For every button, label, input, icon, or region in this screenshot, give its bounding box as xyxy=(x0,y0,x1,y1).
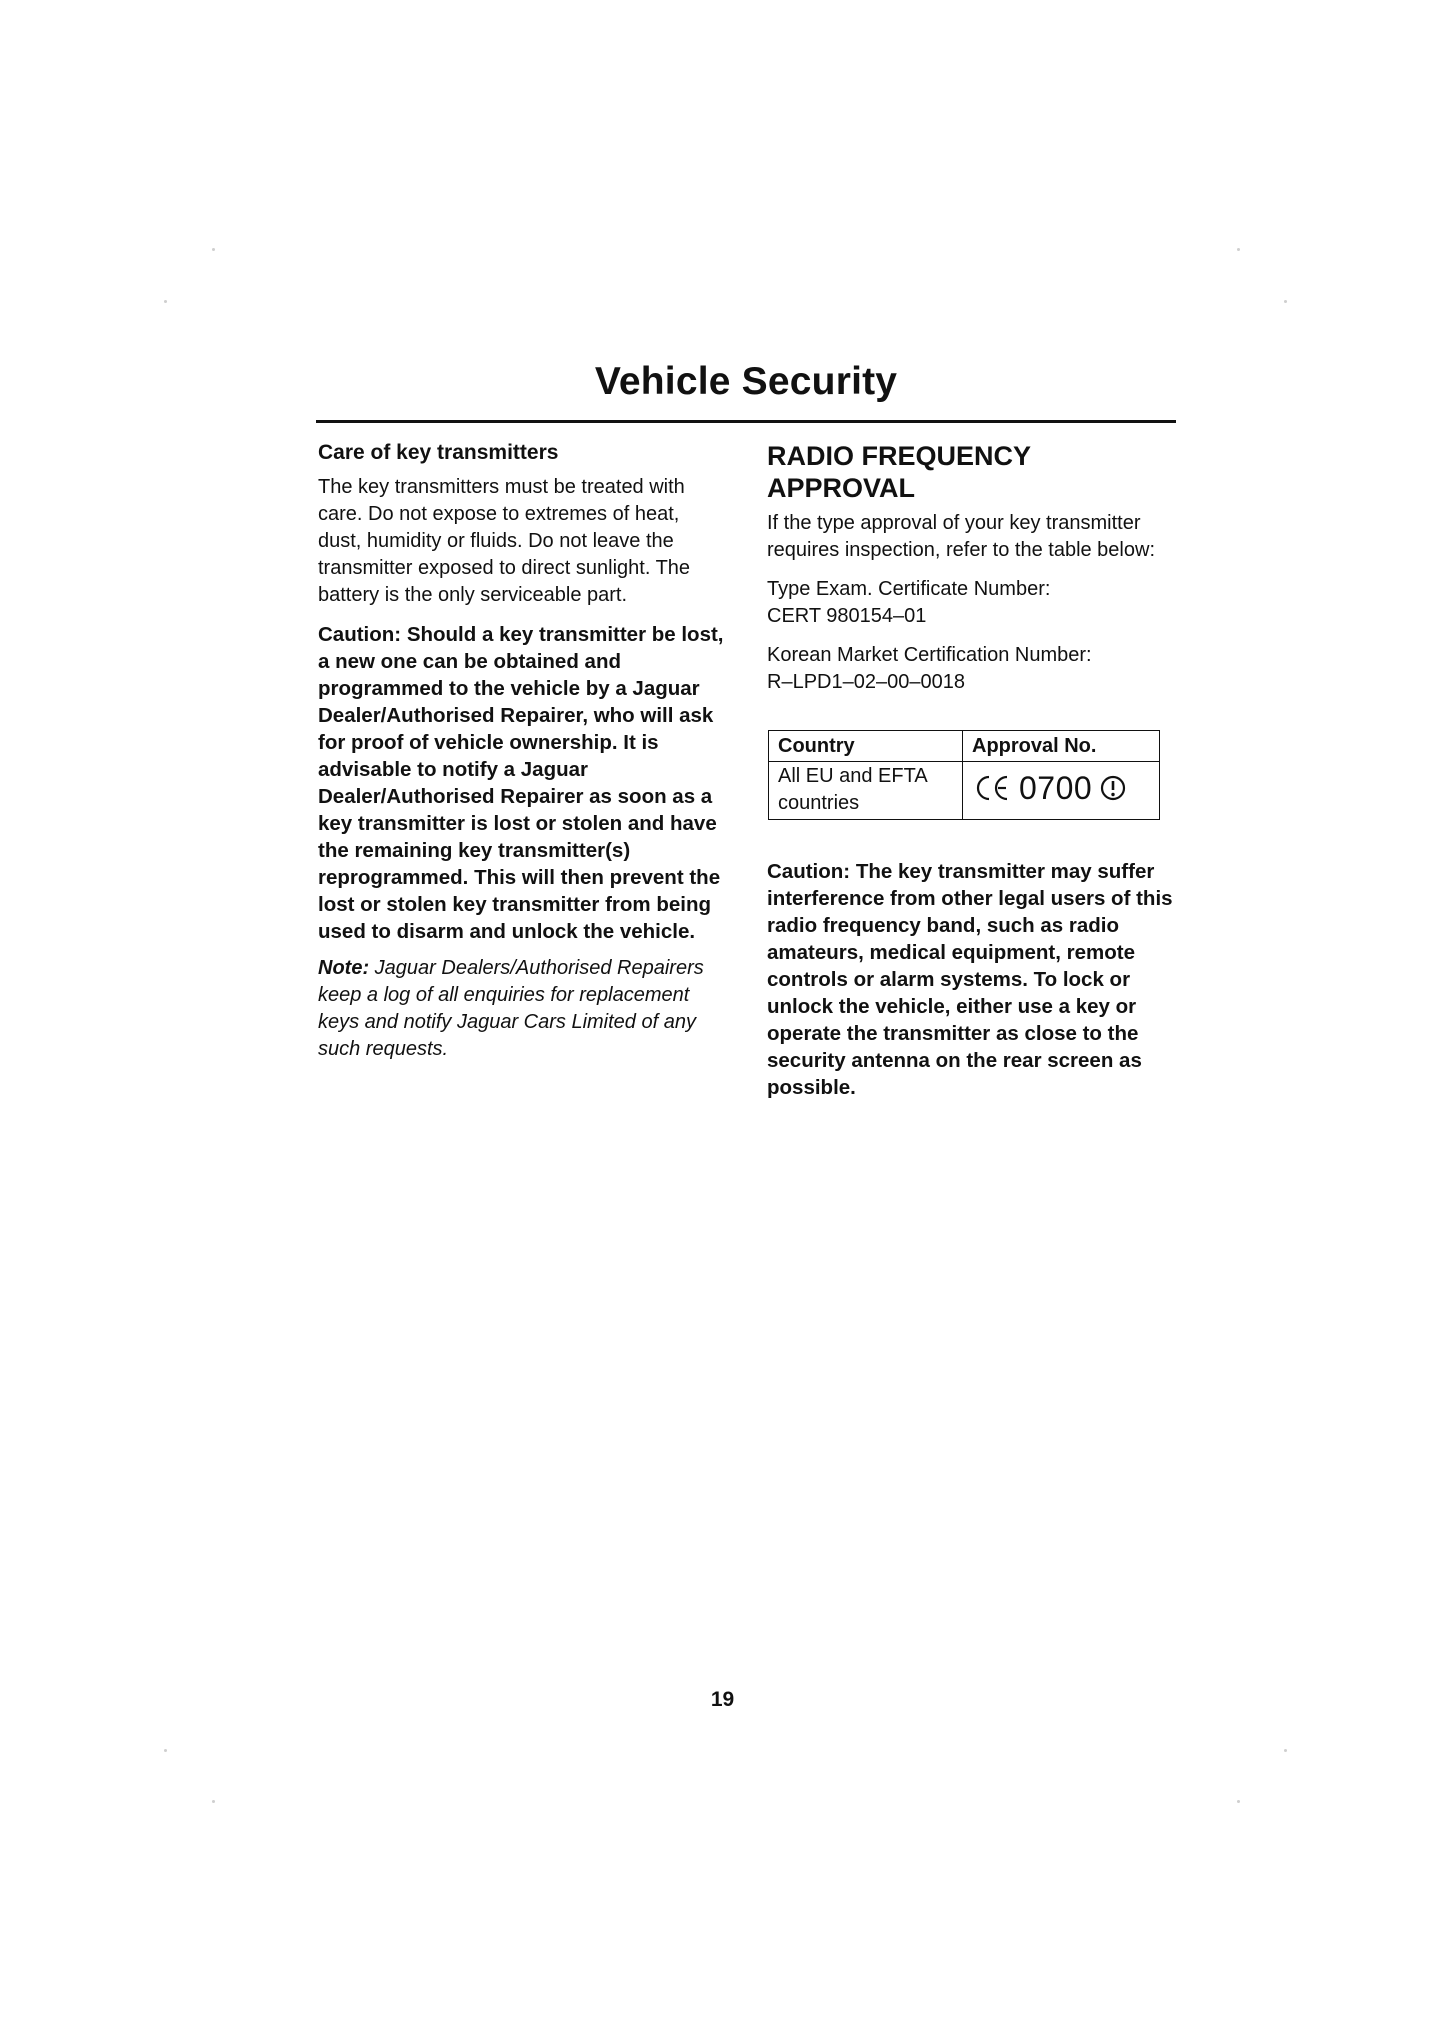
lost-transmitter-caution: Caution: Should a key transmitter be lost, a new one can be obtained and programmed to the vehicle by a Jaguar Dealer/Authorised Repairer, who will ask for proof of vehicle ownership. It is advisable to notify a Jaguar Dealer/Authorised Repairer as soon as a key transmitter is lost or stolen and have the remaining key transmitter(s) reprogrammed. This will then prevent the lost or stolen key transmitter from being used to disarm and unlock the vehicle. xyxy=(318,623,724,943)
type-exam-certificate xyxy=(767,576,1179,630)
type-exam-value: CERT 980154–01 xyxy=(767,605,927,627)
crop-mark-bottom-right-inner xyxy=(1284,1749,1287,1752)
crop-mark-top-left-inner xyxy=(164,300,167,303)
care-body-text: The key transmitters must be treated with care. Do not expose to extremes of heat, dust, humidity or fluids. Do not leave the transmitter exposed to direct sunlight. The battery is the only serviceable part. xyxy=(318,476,691,606)
approval-table xyxy=(768,730,1160,820)
country-cell: All EU and EFTA countries xyxy=(769,762,963,820)
table-row xyxy=(769,762,1160,820)
crop-mark-top-right-outer xyxy=(1237,248,1240,251)
column-header-country: Country xyxy=(769,731,963,762)
approval-intro-text: If the type approval of your key transmitter requires inspection, refer to the table below: xyxy=(767,512,1155,561)
crop-mark-bottom-right-outer xyxy=(1237,1800,1240,1803)
crop-mark-bottom-left-inner xyxy=(164,1749,167,1752)
korean-label: Korean Market Certification Number: xyxy=(767,644,1092,666)
care-of-key-transmitters-heading: Care of key transmitters xyxy=(318,441,559,464)
crop-mark-top-left-outer xyxy=(212,248,215,251)
approval-mark-cell xyxy=(963,762,1160,820)
notified-body-number: 0700 xyxy=(1019,770,1093,806)
page-number: 19 xyxy=(710,1688,735,1711)
approval-table-header-row xyxy=(769,731,1160,762)
korean-value: R–LPD1–02–00–0018 xyxy=(767,671,965,693)
approval-mark xyxy=(973,771,1128,805)
interference-caution: Caution: The key transmitter may suffer interference from other legal users of this radio frequency band, such as radio amateurs, medical equipment, remote controls or alarm systems. To lock or unlock the vehicle, either use a key or operate the transmitter as close to the security antenna on the rear screen as possible. xyxy=(767,860,1173,1099)
page-title: Vehicle Security xyxy=(594,360,898,403)
type-exam-label: Type Exam. Certificate Number: xyxy=(767,578,1051,600)
dealer-log-note xyxy=(318,955,728,1063)
crop-mark-top-right-inner xyxy=(1284,300,1287,303)
note-label: Note: xyxy=(318,957,370,979)
korean-certification xyxy=(767,642,1179,696)
ce-mark-icon xyxy=(973,772,1013,804)
note-body: Jaguar Dealers/Authorised Repairers keep a log of all enquiries for replacement keys and notify Jaguar Cars Limited of any such requests. xyxy=(318,957,704,1060)
left-column xyxy=(318,440,728,1063)
alert-class-2-icon xyxy=(1098,773,1128,803)
radio-frequency-approval-heading: RADIO FREQUENCY APPROVAL xyxy=(767,441,1031,503)
column-header-approval-no: Approval No. xyxy=(963,731,1160,762)
title-rule xyxy=(316,420,1176,423)
crop-mark-bottom-left-outer xyxy=(212,1800,215,1803)
right-column xyxy=(767,440,1179,1111)
